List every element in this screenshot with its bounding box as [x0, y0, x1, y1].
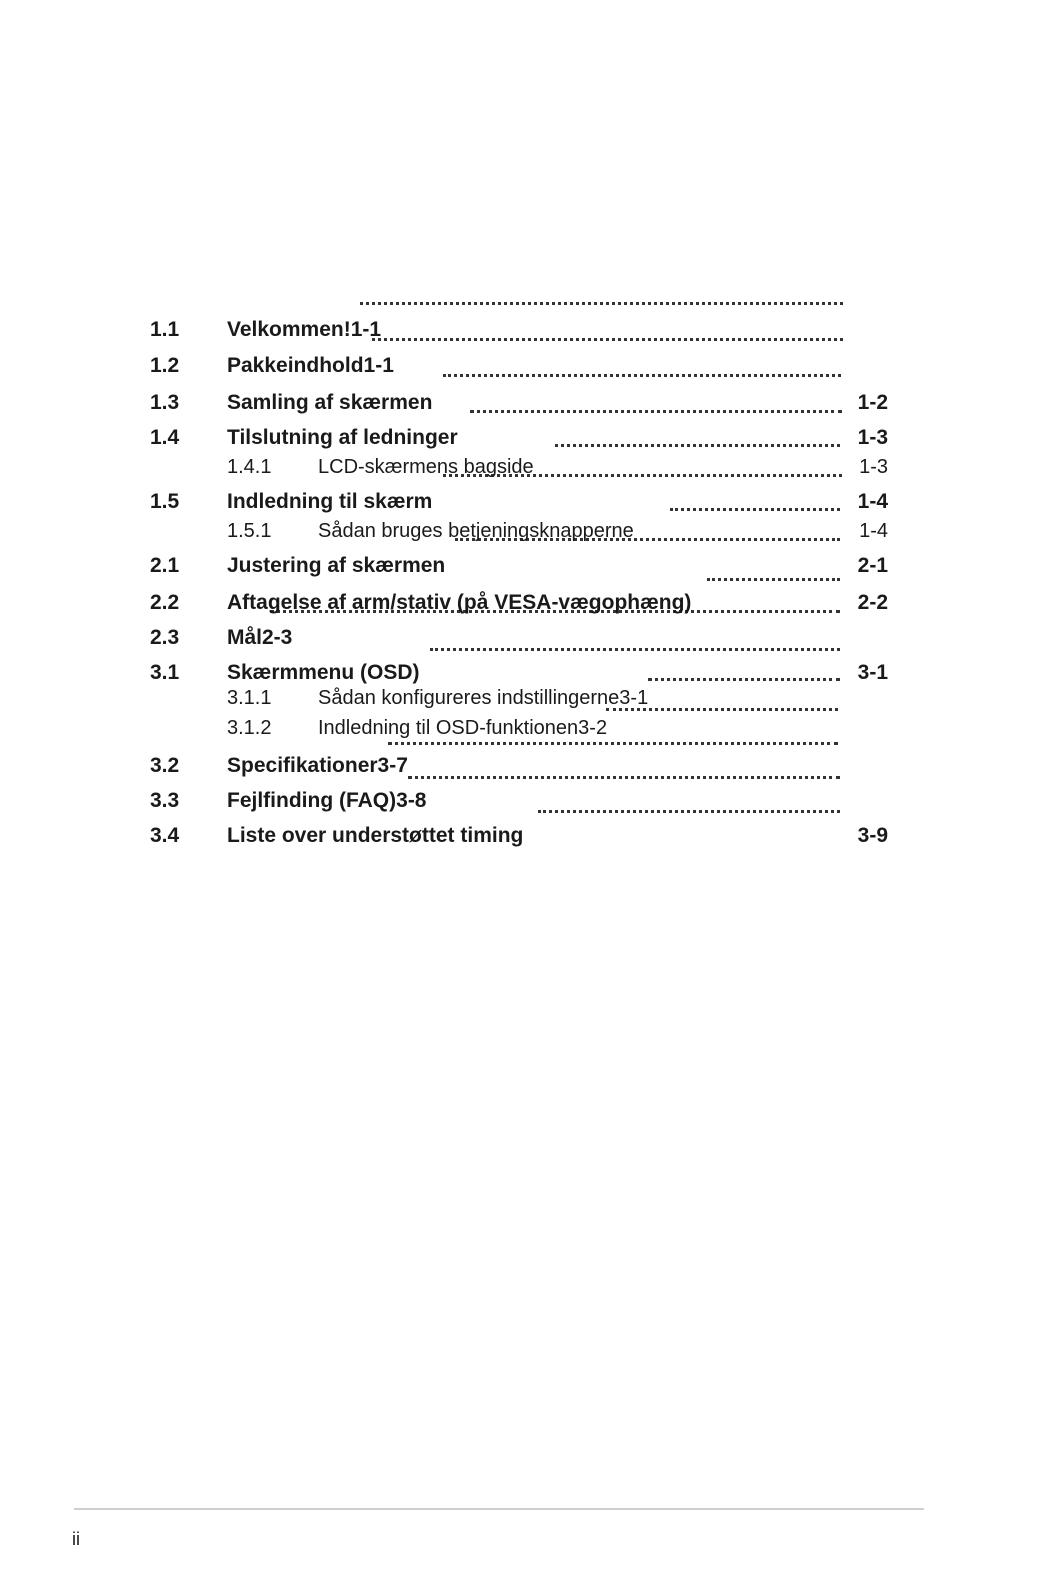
section-number: 2.3: [150, 626, 180, 649]
section-number: 1.5: [150, 490, 180, 513]
subsection-number: 3.1.2: [227, 717, 272, 739]
section-title[interactable]: Skærmmenu (OSD): [227, 661, 420, 684]
footer-divider: [74, 1508, 924, 1510]
page-reference[interactable]: 1-3: [857, 426, 888, 449]
subsection-number: 3.1.1: [227, 687, 272, 709]
dot-leader: [360, 302, 843, 305]
toc-entry[interactable]: [0, 752, 1046, 780]
section-title[interactable]: Specifikationer3-7: [227, 754, 408, 777]
section-title[interactable]: Mål2-3: [227, 626, 293, 649]
section-title[interactable]: Liste over understøttet timing: [227, 824, 524, 847]
toc-entry[interactable]: [0, 424, 1046, 452]
section-title[interactable]: Aftagelse af arm/stativ (på VESA-vægophæng): [227, 591, 692, 614]
toc-entry[interactable]: [0, 352, 1046, 380]
section-number: 3.2: [150, 754, 180, 777]
dot-leader: [388, 742, 838, 745]
toc-entry[interactable]: [0, 589, 1046, 617]
page-reference[interactable]: 1-2: [857, 391, 888, 414]
subsection-title[interactable]: LCD-skærmens bagside: [318, 456, 534, 478]
toc-entry[interactable]: [0, 552, 1046, 580]
subsection-number: 1.5.1: [227, 520, 272, 542]
toc-subentry[interactable]: [0, 517, 1046, 545]
subsection-number: 1.4.1: [227, 456, 272, 478]
page-reference[interactable]: 3-9: [857, 824, 888, 847]
section-number: 3.1: [150, 661, 180, 684]
toc-subentry[interactable]: [0, 453, 1046, 481]
section-number: 1.1: [150, 318, 180, 341]
page-reference[interactable]: 2-2: [857, 591, 888, 614]
page-reference[interactable]: 1-3: [859, 456, 888, 478]
section-number: 2.1: [150, 554, 180, 577]
toc-subentry[interactable]: [0, 714, 1046, 742]
toc-entry[interactable]: [0, 822, 1046, 850]
section-number: 2.2: [150, 591, 180, 614]
section-number: 1.4: [150, 426, 180, 449]
page-reference[interactable]: 1-4: [857, 490, 888, 513]
section-number: 3.3: [150, 789, 180, 812]
toc-entry[interactable]: [0, 316, 1046, 344]
toc-entry[interactable]: [0, 488, 1046, 516]
section-title[interactable]: Tilslutning af ledninger: [227, 426, 458, 449]
toc-entry[interactable]: [0, 624, 1046, 652]
toc-entry[interactable]: [0, 787, 1046, 815]
page-reference[interactable]: 1-4: [859, 520, 888, 542]
section-number: 1.2: [150, 354, 180, 377]
toc-entry[interactable]: [0, 659, 1046, 687]
section-title[interactable]: Fejlfinding (FAQ)3-8: [227, 789, 427, 812]
page-reference[interactable]: 3-1: [857, 661, 888, 684]
toc-entry[interactable]: [0, 389, 1046, 417]
subsection-title[interactable]: Sådan konfigureres indstillingerne3-1: [318, 687, 649, 709]
page-number: ii: [72, 1529, 80, 1549]
section-title[interactable]: Samling af skærmen: [227, 391, 433, 414]
section-number: 1.3: [150, 391, 180, 414]
section-number: 3.4: [150, 824, 180, 847]
section-title[interactable]: Indledning til skærm: [227, 490, 433, 513]
toc-subentry[interactable]: [0, 684, 1046, 712]
section-title[interactable]: Velkommen!1-1: [227, 318, 382, 341]
section-title[interactable]: Justering af skærmen: [227, 554, 446, 577]
section-title[interactable]: Pakkeindhold1-1: [227, 354, 394, 377]
subsection-title[interactable]: Indledning til OSD-funktionen3-2: [318, 717, 608, 739]
subsection-title[interactable]: Sådan bruges betjeningsknapperne: [318, 520, 634, 542]
page-reference[interactable]: 2-1: [857, 554, 888, 577]
